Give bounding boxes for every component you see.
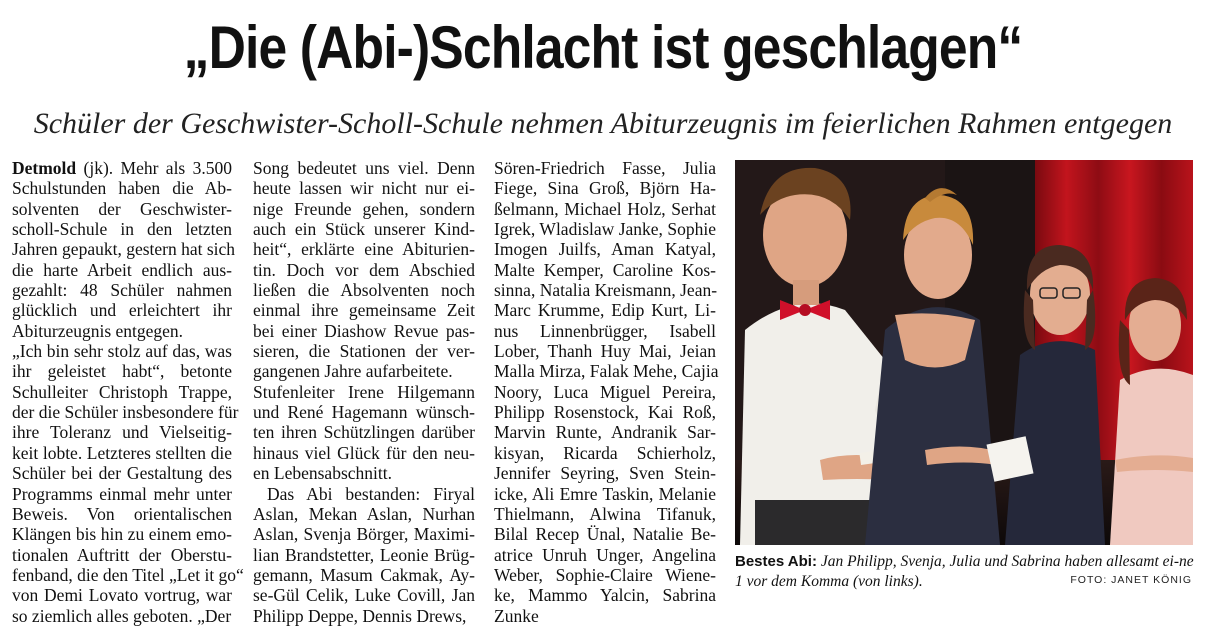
article-line: und René Hagemann wünsch- [253,402,475,423]
article-line: Bilal Recep Ünal, Natalie Be- [494,524,716,545]
article-line: so ziemlich alles geboten. „Der [12,605,232,626]
article-line: ließen die Absolventen noch [253,280,475,301]
article-line: en Lebensabschnitt. [253,463,392,484]
article-line: Beweis. Von orientalischen [12,503,232,524]
article-photo [735,160,1193,545]
article-line: gangenen Jahre aufarbeitete. [253,361,453,382]
article-line: Aslan, Mekan Aslan, Nurhan [253,503,475,524]
article-line: tionalen Auftritt der Oberstu- [12,544,232,565]
article-line: nige Freunde gehen, sondern [253,198,475,219]
article-line: Lober, Thanh Huy Mai, Jeian [494,341,716,362]
article-line: Igrek, Wladislaw Janke, Sophie [494,219,716,240]
article-line: Malte Kemper, Caroline Kos- [494,259,716,280]
caption-label: Bestes Abi: [735,553,817,570]
article-line: scholl-Schule in den letzten [12,219,232,240]
article-line: von Demi Lovato vortrug, war [12,585,232,606]
article-line: Malla Mirza, Falak Mehe, Cajia [494,361,719,382]
article-line: der die Schüler insbesondere für [12,402,239,423]
subheadline: Schüler der Geschwister-Scholl-Schule nehmen Abiturzeugnis im feierlichen Rahmen entgegen [33,107,1173,140]
article-line: fenband, die den Titel „Let it go“ [12,564,244,585]
article-line: die harte Arbeit endlich aus- [12,259,232,280]
article-line: solventen der Geschwister- [12,198,232,219]
article-line: lian Brandstetter, Leonie Brüg- [253,544,475,565]
article-line: heute lassen wir nicht nur ei- [253,178,475,199]
dateline: Detmold [12,158,77,178]
article-line: Zunke [494,605,539,626]
article-line: Programms einmal mehr unter [12,483,232,504]
article-line: ke, Mammo Yalcin, Sabrina [494,585,716,606]
article-line: Jahren gepaukt, gestern hat sich [12,239,236,260]
article-line: Jennifer Seyring, Sven Stein- [494,463,716,484]
article-line: hinaus viel Glück für den neu- [253,442,475,463]
article-line: „Ich bin sehr stolz auf das, was [12,341,232,362]
article-line: Schulstunden haben die Ab- [12,178,232,199]
article-line: sinna, Natalia Kreismann, Jean- [494,280,718,301]
article-line: Klängen bis hin zu einem emo- [12,524,232,545]
graduates-photo-illustration [735,160,1193,545]
article-column-3 [494,158,719,626]
article-line: Abiturzeugnis entgegen. [12,320,184,341]
article-line: kisyan, Ricarda Schierholz, [494,442,716,463]
article-column-1 [12,158,244,626]
article-line: Stufenleiter Irene Hilgemann [253,381,475,402]
photo-caption [735,552,1195,592]
article-line: Sören-Friedrich Fasse, Julia [494,158,716,178]
article-line: ten ihren Schützlingen darüber [253,422,475,443]
article-line: Das Abi bestanden: Firyal [267,483,475,504]
article-line: Marvin Runte, Andranik Sar- [494,422,716,443]
article-line: se-Gül Celik, Luke Covill, Jan [253,585,475,606]
article-line: keit lobte. Letzteres stellten die [12,442,232,463]
article-line: atrice Unruh Unger, Angelina [494,544,716,565]
article-line: bei einer Diashow Revue pas- [253,320,475,341]
article-line: tin. Doch vor dem Abschied [253,259,475,280]
article-line: icke, Ali Emre Taskin, Melanie [494,483,716,504]
article-line: glücklich und erleichtert ihr [12,300,232,321]
article-line: ßelmann, Michael Holz, Serhat [494,198,716,219]
headline: „Die (Abi-)Schlacht ist geschlagen“ [183,14,1023,81]
article-line: nus Linnenbrügger, Isabell [494,320,716,341]
article-line: Imogen Juilfs, Aman Katyal, [494,239,716,260]
article-line: Weber, Sophie-Claire Wiene- [494,564,716,585]
caption-text: Jan Philipp, Svenja, Julia und Sabrina haben allesamt ei-ne 1 vor dem Komma (von links). [735,553,1194,590]
photo-credit: FOTO: JANET KÖNIG [1070,574,1192,586]
article-line: gemann, Masum Cakmak, Ay- [253,564,475,585]
article-line-text: (jk). Mehr als 3.500 [76,158,232,178]
article-line [12,158,232,178]
article-line: Thielmann, Alwina Tifanuk, [494,503,716,524]
article-line: Aslan, Svenja Börger, Maximi- [253,524,475,545]
article-line: Philipp Rosenstock, Kai Roß, [494,402,716,423]
article-line: heit“, erklärte eine Abiturien- [253,239,475,260]
article-line: ihr geleistet habt“, betonte [12,361,232,382]
article-line: Fiege, Sina Groß, Björn Ha- [494,178,716,199]
article-line: einmal ihre gemeinsame Zeit [253,300,475,321]
article-column-2 [253,158,475,626]
article-line: Schüler bei der Gestaltung des [12,463,232,484]
article-line: Song bedeutet uns viel. Denn [253,158,475,178]
article-line: Schulleiter Christoph Trappe, [12,381,232,402]
article-line: gezahlt: 48 Schüler nahmen [12,280,232,301]
article-line: auch ein Stück unserer Kind- [253,219,475,240]
article-line: Noory, Luca Miguel Pereira, [494,381,716,402]
article-line: ihre Toleranz und Vielseitig- [12,422,232,443]
article-line: sieren, die Stationen der ver- [253,341,475,362]
article-line: Philipp Deppe, Dennis Drews, [253,605,467,626]
article-line: Marc Krumme, Edip Kurt, Li- [494,300,716,321]
